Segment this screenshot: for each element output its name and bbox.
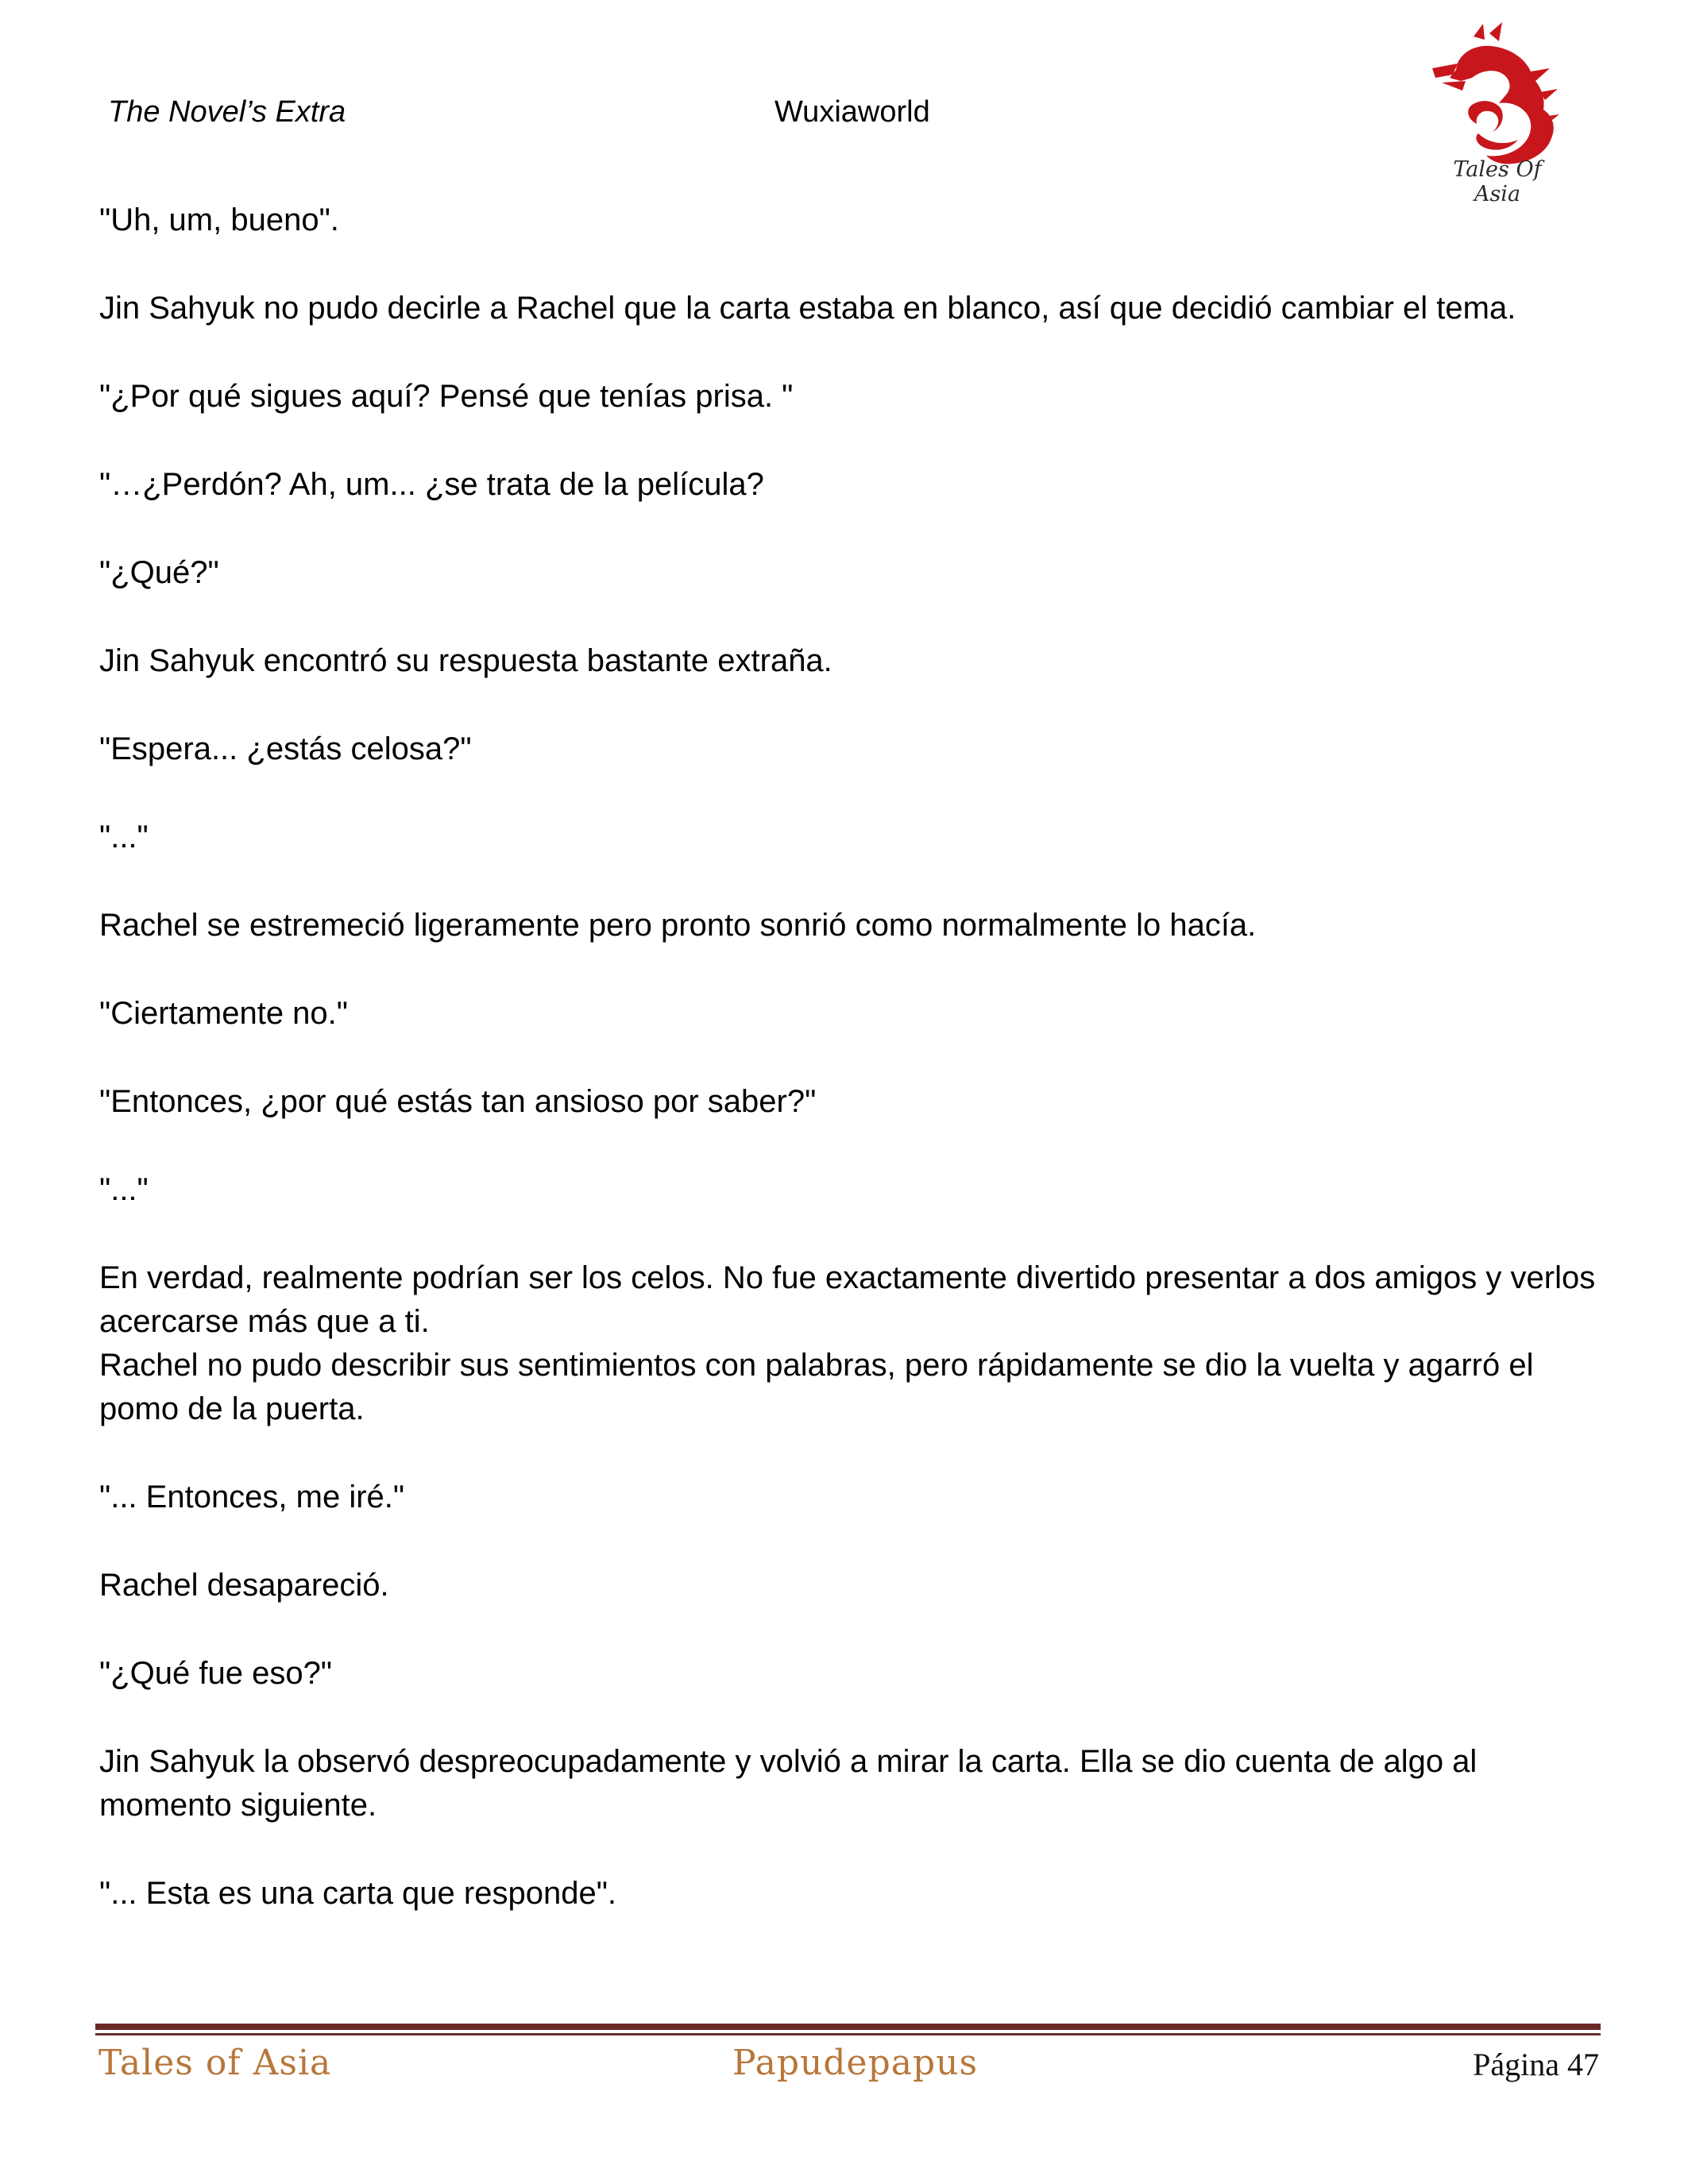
document-body: [99, 199, 1597, 1960]
paragraph: "Uh, um, bueno".: [99, 203, 339, 237]
header-novel-title: The Novel’s Extra: [108, 95, 346, 129]
page-number: Página 47: [1473, 2047, 1599, 2082]
paragraph: "¿Qué fue eso?": [99, 1656, 333, 1691]
paragraph: Jin Sahyuk no pudo decirle a Rachel que la carta estaba en blanco, así que decidió cambiar el tema.: [99, 291, 1516, 326]
paragraph: "...": [99, 820, 149, 855]
paragraph: "…¿Perdón? Ah, um... ¿se trata de la película?: [99, 467, 764, 502]
paragraph: "... Entonces, me iré.": [99, 1480, 405, 1515]
header-source: Wuxiaworld: [774, 95, 930, 129]
footer-group-name: Tales of Asia: [98, 2043, 332, 2083]
logo-wordmark: Tales Of Asia: [1453, 157, 1542, 206]
paragraph: Rachel desapareció.: [99, 1568, 389, 1603]
paragraph: Jin Sahyuk la observó despreocupadamente y volvió a mirar la carta. Ella se dio cuenta de algo al momento siguiente.: [99, 1744, 1477, 1823]
paragraph: Jin Sahyuk encontró su respuesta bastante extraña.: [99, 643, 832, 678]
paragraph: "Ciertamente no.": [99, 996, 348, 1031]
paragraph: "...": [99, 1172, 149, 1207]
paragraph: Rachel no pudo describir sus sentimientos con palabras, pero rápidamente se dio la vuelta y agarró el pomo de la puerta.: [99, 1348, 1534, 1426]
paragraph: En verdad, realmente podrían ser los celos. No fue exactamente divertido presentar a dos amigos y verlos acercarse más que a ti.: [99, 1260, 1596, 1339]
paragraph: "¿Por qué sigues aquí? Pensé que tenías prisa. ": [99, 379, 794, 414]
paragraph: "Entonces, ¿por qué estás tan ansioso por saber?": [99, 1084, 817, 1119]
footer-rule-thick: [95, 2024, 1601, 2030]
paragraph: "¿Qué?": [99, 555, 219, 590]
footer-translator: Papudepapus: [732, 2043, 979, 2083]
paragraph: "... Esta es una carta que responde".: [99, 1876, 617, 1911]
paragraph: Rachel se estremeció ligeramente pero pronto sonrió como normalmente lo hacía.: [99, 908, 1257, 943]
footer-rule-thin: [95, 2033, 1601, 2035]
paragraph: "Espera... ¿estás celosa?": [99, 731, 472, 766]
